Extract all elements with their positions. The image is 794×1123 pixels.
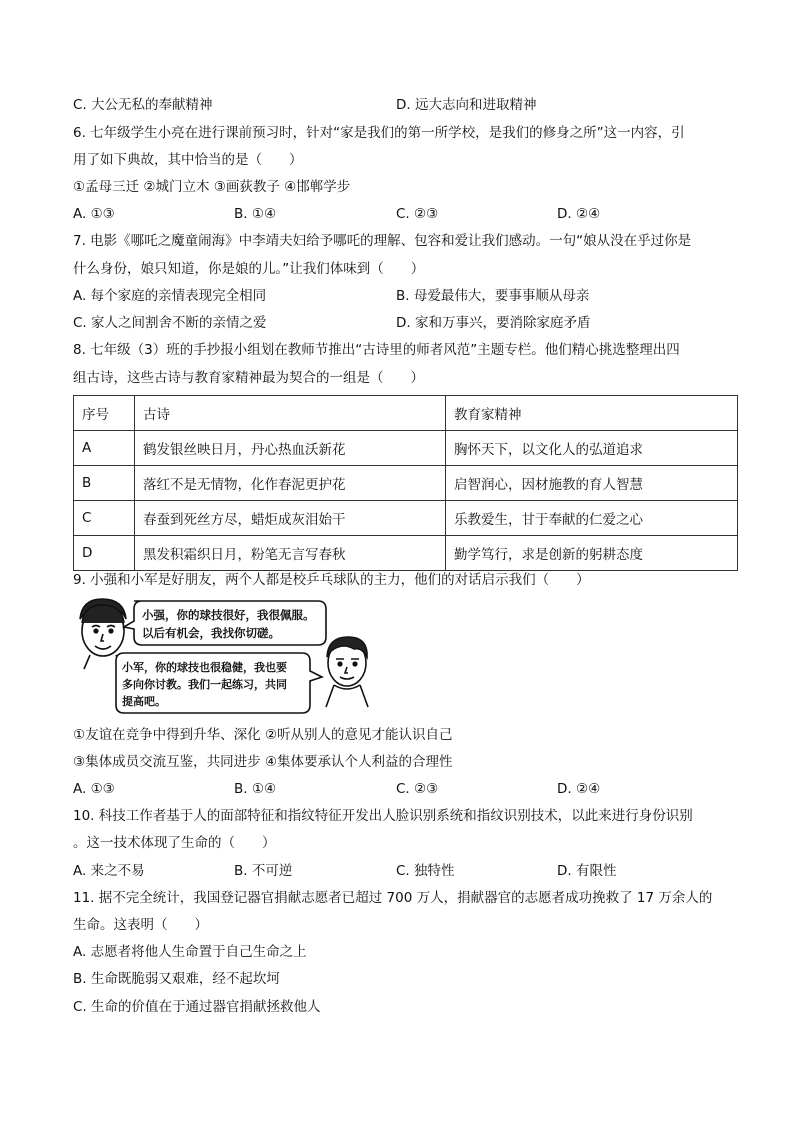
table-cell: 春蚕到死丝方尽，蜡炬成灰泪始干 bbox=[135, 501, 446, 536]
table-cell: 乐教爱生，甘于奉献的仁爱之心 bbox=[446, 501, 738, 536]
q9-items-line1: ①友谊在竞争中得到升华、深化 ②听从别人的意见才能认识自己 bbox=[73, 727, 453, 743]
q6-items: ①孟母三迁 ②城门立木 ③画荻教子 ④邯郸学步 bbox=[73, 179, 351, 195]
q11-stem-line1: 11. 据不完全统计，我国登记器官捐献志愿者已超过 700 万人，捐献器官的志愿者成功挽救了 17 万余人的 bbox=[73, 890, 713, 906]
q11-option-b: B. 生命既脆弱又艰难，经不起坎坷 bbox=[73, 971, 280, 987]
q9-option-a: A. ①③ bbox=[73, 781, 115, 797]
q7-option-c: C. 家人之间割舍不断的亲情之爱 bbox=[73, 315, 267, 331]
q11-option-c: C. 生命的价值在于通过器官捐献拯救他人 bbox=[73, 999, 321, 1015]
bubble-2-line-1: 小军，你的球技也很稳健，我也要 bbox=[122, 661, 287, 674]
dialog-illustration bbox=[72, 597, 372, 715]
q10-option-a: A. 来之不易 bbox=[73, 863, 145, 879]
table-cell: A bbox=[74, 431, 135, 466]
q7-option-b: B. 母爱最伟大，要事事顺从母亲 bbox=[396, 288, 590, 304]
bubble-1-line-1: 小强，你的球技很好，我很佩服。 bbox=[142, 608, 315, 622]
q6-option-a: A. ①③ bbox=[73, 206, 115, 222]
q5-option-c: C. 大公无私的奉献精神 bbox=[73, 97, 213, 113]
q9-option-d: D. ②④ bbox=[557, 781, 601, 797]
table-cell: 启智润心，因材施教的育人智慧 bbox=[446, 466, 738, 501]
table-header-cell: 序号 bbox=[74, 396, 135, 431]
table-cell: 黑发积霜织日月，粉笔无言写春秋 bbox=[135, 536, 446, 571]
table-row bbox=[74, 536, 738, 571]
table-header-row bbox=[74, 396, 738, 431]
q8-table bbox=[73, 395, 738, 571]
table-header-cell: 教育家精神 bbox=[446, 396, 738, 431]
q10-stem-line2: 。这一技术体现了生命的（ ） bbox=[73, 835, 276, 851]
table-cell: 胸怀天下，以文化人的弘道追求 bbox=[446, 431, 738, 466]
q10-stem-line1: 10. 科技工作者基于人的面部特征和指纹特征开发出人脸识别系统和指纹识别技术，以此来进行身份识别 bbox=[73, 808, 693, 824]
table-row bbox=[74, 431, 738, 466]
table-cell: C bbox=[74, 501, 135, 536]
table-cell: 鹤发银丝映日月，丹心热血沃新花 bbox=[135, 431, 446, 466]
q11-stem-line2: 生命。这表明（ ） bbox=[73, 917, 208, 933]
q5-option-d: D. 远大志向和进取精神 bbox=[396, 97, 537, 113]
q6-option-c: C. ②③ bbox=[396, 206, 439, 222]
table-header-cell: 古诗 bbox=[135, 396, 446, 431]
q10-option-d: D. 有限性 bbox=[557, 863, 617, 879]
q8-stem-line1: 8. 七年级（3）班的手抄报小组划在教师节推出“古诗里的师者风范”主题专栏。他们精心挑选整理出四 bbox=[73, 342, 680, 358]
table-cell: 落红不是无情物，化作春泥更护花 bbox=[135, 466, 446, 501]
q11-option-a: A. 志愿者将他人生命置于自己生命之上 bbox=[73, 944, 307, 960]
q10-option-b: B. 不可逆 bbox=[234, 863, 293, 879]
bubble-2-line-2: 多向你讨教。我们一起练习，共同 bbox=[122, 678, 287, 691]
q8-stem-line2: 组古诗，这些古诗与教育家精神最为契合的一组是（ ） bbox=[73, 370, 424, 386]
q6-option-b: B. ①④ bbox=[234, 206, 277, 222]
bubble-2-line-3: 提高吧。 bbox=[122, 695, 166, 708]
bubble-1-line-2: 以后有机会，我找你切磋。 bbox=[142, 626, 280, 640]
table-cell: D bbox=[74, 536, 135, 571]
table-cell: 勤学笃行，求是创新的躬耕态度 bbox=[446, 536, 738, 571]
table-row bbox=[74, 501, 738, 536]
q6-stem-line2: 用了如下典故，其中恰当的是（ ） bbox=[73, 152, 303, 168]
q6-option-d: D. ②④ bbox=[557, 206, 601, 222]
q9-stem: 9. 小强和小军是好朋友，两个人都是校乒乓球队的主力，他们的对话启示我们（ ） bbox=[73, 572, 590, 588]
table-row bbox=[74, 466, 738, 501]
q7-option-a: A. 每个家庭的亲情表现完全相同 bbox=[73, 288, 267, 304]
table-cell: B bbox=[74, 466, 135, 501]
q7-stem-line2: 什么身份，娘只知道，你是娘的儿。”让我们体味到（ ） bbox=[73, 261, 425, 277]
q7-option-d: D. 家和万事兴，要消除家庭矛盾 bbox=[396, 315, 591, 331]
q9-option-b: B. ①④ bbox=[234, 781, 277, 797]
q9-option-c: C. ②③ bbox=[396, 781, 439, 797]
boy-right-icon bbox=[326, 637, 368, 707]
q10-option-c: C. 独特性 bbox=[396, 863, 455, 879]
q7-stem-line1: 7. 电影《哪吒之魔童闹海》中李靖夫妇给予哪吒的理解、包容和爱让我们感动。一句“娘从没在乎过你是 bbox=[73, 233, 692, 249]
q9-items-line2: ③集体成员交流互鉴，共同进步 ④集体要承认个人利益的合理性 bbox=[73, 754, 453, 770]
q6-stem-line1: 6. 七年级学生小亮在进行课前预习时，针对“家是我们的第一所学校，是我们的修身之所”这一内容，引 bbox=[73, 125, 685, 141]
